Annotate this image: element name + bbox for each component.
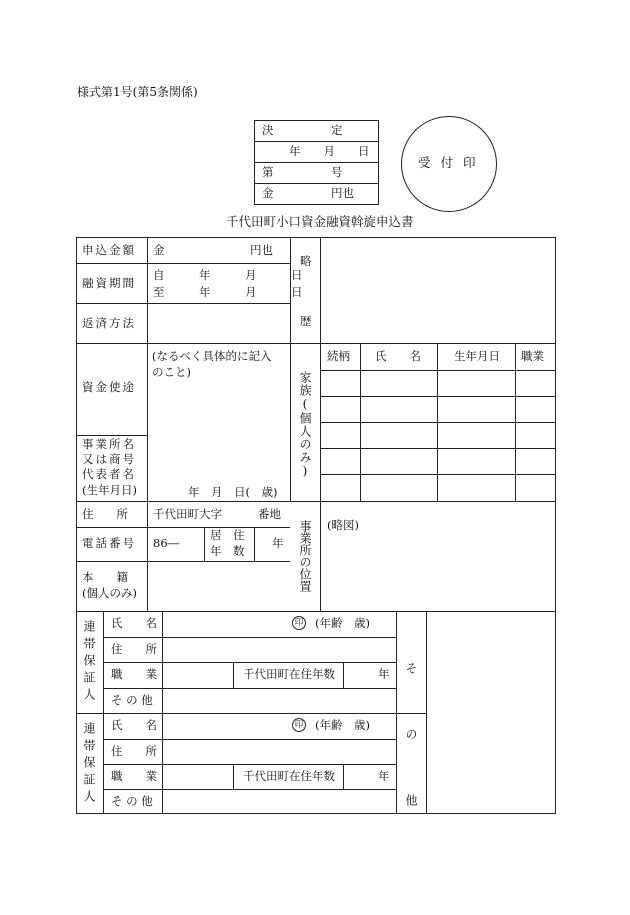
guarantor1-side-label: 連帯保証人	[82, 620, 96, 705]
loan-period-label: 融資期間	[82, 276, 136, 290]
guarantor2-address-label: 住 所	[111, 744, 157, 758]
family-header-name: 氏 名	[375, 349, 421, 363]
business-name-label: 事業所名	[82, 437, 136, 451]
guarantor2-seal-text: 印	[294, 720, 304, 730]
guarantor1-occupation-label: 職 業	[111, 667, 157, 681]
family-header-birthdate: 生年月日	[454, 349, 500, 363]
guarantor1-other-label: そ の 他	[111, 693, 153, 707]
guarantor2-residence-years-label: 千代田町在住年数	[243, 769, 335, 783]
guarantor1-seal-icon	[292, 616, 306, 630]
residence-label-2: 年 数	[210, 544, 245, 558]
guarantor2-name-label: 氏 名	[111, 718, 157, 732]
residence-label-1: 居 住	[210, 528, 245, 542]
phone-label: 電話番号	[82, 536, 136, 550]
guarantor1-age: (年齢 歳)	[315, 616, 370, 630]
family-side-label: 家族(個人のみ)	[298, 371, 312, 479]
birth-date-label: (生年月日)	[82, 483, 137, 497]
loan-amount-label: 申込金額	[82, 243, 136, 257]
family-header-relation: 続柄	[327, 349, 350, 363]
office-location-side-label: 事業所の位置	[298, 520, 312, 592]
trade-name-label: 又は商号	[82, 452, 136, 466]
guarantor2-side-label: 連帯保証人	[82, 722, 96, 807]
domicile-label: 本 籍	[82, 570, 128, 584]
form-title: 千代田町小口資金融資斡旋申込書	[226, 214, 414, 229]
family-header-occupation: 職業	[521, 349, 544, 363]
office-location-note: (略図)	[327, 518, 359, 532]
form-number: 様式第1号(第5条関係)	[77, 85, 198, 99]
loan-period-to: 至 年 月 日	[153, 285, 303, 299]
guarantor2-occupation-label: 職 業	[111, 769, 157, 783]
loan-amount-suffix: 円也	[250, 243, 273, 257]
fund-use-note-1: (なるべく具体的に記入	[152, 349, 272, 363]
guarantor1-residence-years-label: 千代田町在住年数	[243, 667, 335, 681]
address-label: 住 所	[82, 507, 128, 521]
approval-number: 第 号	[262, 165, 343, 179]
approval-amount: 金 円也	[262, 186, 354, 200]
birth-date-value: 年 月 日( 歳)	[188, 485, 278, 499]
guarantor1-seal-text: 印	[294, 618, 304, 628]
residence-unit: 年	[272, 536, 284, 550]
approval-date: 年 月 日	[289, 144, 370, 158]
guarantor2-seal-icon	[292, 718, 306, 732]
address-suffix: 番地	[258, 507, 281, 521]
history-label-bottom: 歴	[300, 314, 312, 328]
guarantor2-year-unit: 年	[378, 769, 390, 783]
representative-label: 代表者名	[82, 467, 136, 481]
domicile-note: (個人のみ)	[82, 586, 137, 600]
approval-decision: 決 定	[262, 123, 343, 137]
other-column-label: そ の 他	[404, 662, 418, 826]
loan-period-from: 自 年 月 日	[153, 268, 303, 282]
loan-amount-prefix: 金	[153, 243, 165, 257]
address-value: 千代田町大字	[153, 507, 222, 521]
history-label-top: 略	[300, 254, 312, 268]
reception-stamp-label: 受 付 印	[418, 155, 479, 170]
fund-use-label: 資金使途	[82, 380, 136, 394]
guarantor1-name-label: 氏 名	[111, 616, 157, 630]
phone-value: 86―	[153, 536, 180, 550]
guarantor2-other-label: そ の 他	[111, 794, 153, 808]
repayment-label: 返済方法	[82, 316, 136, 330]
guarantor1-year-unit: 年	[378, 667, 390, 681]
guarantor1-address-label: 住 所	[111, 642, 157, 656]
guarantor2-age: (年齢 歳)	[315, 718, 370, 732]
fund-use-note-2: のこと)	[152, 365, 191, 379]
